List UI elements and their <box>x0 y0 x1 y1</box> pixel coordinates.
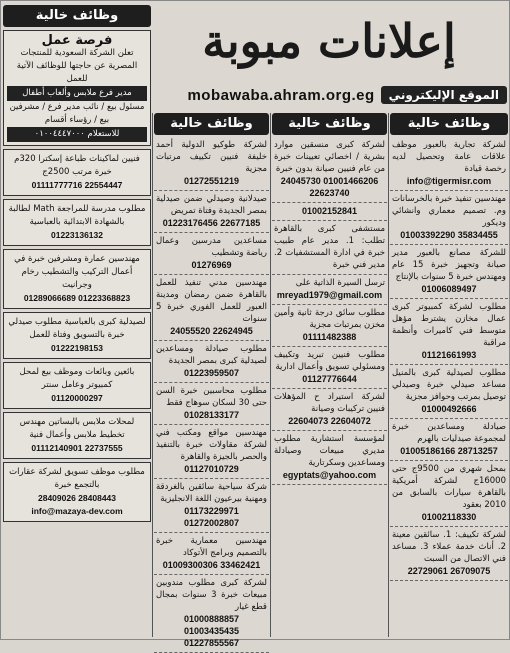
ad-clothing-text: لمحلات ملابس بالبساتين مهندس تخطيط ملابس وأعمال فنية <box>19 417 135 440</box>
classified-ad-text: ترسل السيرة الذاتية على <box>295 278 385 288</box>
classified-ad <box>272 347 387 389</box>
classified-ad-contact: 01272551219 <box>183 176 240 186</box>
ad-pharmacy-phone: 01222198153 <box>50 343 103 353</box>
classified-ad-text: صيادلة ومساعدين خبرة لمجموعة صيدليات بالهرم <box>392 422 506 444</box>
classified-ad <box>154 191 269 233</box>
classified-ad <box>154 479 269 533</box>
ad-printing <box>3 149 151 196</box>
classified-ad <box>272 275 387 305</box>
classified-ad-text: مهندسين معمارية خبرة بالتصميم وبرامج الأتوكاد <box>156 536 267 558</box>
site-row <box>151 83 507 107</box>
classified-ad-text: شركة سياحية سائقين بالغردقة ومهنية بيرعيون اللغة الانجليزية <box>156 482 267 504</box>
classified-ad <box>154 275 269 341</box>
col3-heading: وظائف خالية <box>272 113 387 135</box>
classified-ad <box>154 233 269 275</box>
classified-ad-text: مطلوب لصيدلية كبرى بالمنيل مساعد صيدلي خبرة وصيدلي توصيل بمرتب وحوافز مجزية <box>392 368 506 402</box>
ad-printing-phone: 01111777716 22554447 <box>31 180 123 190</box>
classified-ad-contact: 24055520 22624945 <box>170 326 253 336</box>
ad-teacher <box>3 199 151 246</box>
classified-ad <box>154 137 269 191</box>
classified-ad-text: لشركة كبرى مطلوب مندوبين مبيعات خبرة 3 سنوات بمجال قطع غيار <box>156 578 267 612</box>
ad-realestate-phone: 28409026 28408443 <box>38 493 116 503</box>
column-2 <box>154 113 269 648</box>
classified-ad <box>390 191 508 245</box>
opportunity-text: تعلن الشركة السعودية للمنتجات المصرية عن حاجتها للوظائف الآتية للعمل <box>16 48 138 84</box>
ad-teacher-phone: 01223136132 <box>50 230 103 240</box>
column-3 <box>272 113 387 637</box>
ad-engineers-text: مهندسين عمارة ومشرفين خبرة في أعمال التركيب والتشطيب رخام وجرانيت <box>14 254 140 290</box>
classified-ad <box>390 419 508 461</box>
classified-ad-contact: 24045730 01001466206 22623740 <box>280 176 379 198</box>
classified-ad-text: لشركة تجارية بالعبور موظف علاقات عامة وتحصيل لديه رخصة قيادة <box>392 140 506 174</box>
classified-ad <box>154 383 269 425</box>
classified-ad-text: مهندسين مواقع ومكتب فني لشركة مقاولات خبرة بالتنفيذ والحصر بالجيزة والقاهرة <box>156 428 267 462</box>
ad-pharmacy-text: لصيدلية كبرى بالعباسية مطلوب صيدلي خبرة بالتسويق وفتاة للعمل <box>8 317 146 340</box>
left-column <box>3 5 151 639</box>
classified-ad <box>272 305 387 347</box>
classified-ad-text: لشركة تكييف: 1. سائقين معينة 2. أناث خدمة عملاء 3. مساعد فني الاتصال من السبت <box>392 530 506 564</box>
classified-ad-contact: mreyad1979@gmail.com <box>276 290 383 300</box>
classified-ad-contact: 01276969 <box>191 260 232 270</box>
classified-ad-contact: 01173229971 01272002807 <box>183 506 240 528</box>
ad-sellers <box>3 362 151 409</box>
classified-ad-contact: 01002152841 <box>301 206 358 216</box>
classified-ad-contact: 22604073 22604072 <box>288 416 371 426</box>
col2-list <box>154 137 269 653</box>
ad-clothing <box>3 412 151 459</box>
ad-clothing-phone: 01112140901 22737555 <box>31 443 123 453</box>
ad-realestate <box>3 462 151 522</box>
classified-ad-text: مهندسين تنفيذ خبرة بالخرسانات وم. تصميم معماري وانشائي وديكور <box>392 194 506 228</box>
classified-ad-text: مستشفى كبرى بالقاهرة تطلب: 1. مدير عام طبيب خبرة في ادارة المستشفيات 2. مدير فني خبرة <box>274 224 385 270</box>
classified-ad-contact: 01028133177 <box>183 410 240 420</box>
col4-heading: وظائف خالية <box>390 113 508 135</box>
classified-ad-text: لشركة طوكيو الدولية أحمد خليفة فنيين تكييف مرتبات مجزية <box>156 140 267 174</box>
classified-ad-contact: 01005186166 28713257 <box>400 446 498 456</box>
classified-ad-text: مطلوب فنيين تبريد وتكييف ومسئولي تسويق وأعمال ادارية <box>274 350 385 372</box>
classified-ad-contact: 01006089497 <box>421 284 477 294</box>
ad-realestate-email[interactable]: info@mazaya-dev.com <box>31 506 123 516</box>
opportunity-roles: مسئول بيع / نائب مدير فرع / مشرفين بيع / رؤساء أقسام <box>9 102 145 125</box>
classified-ad-text: مطلوب محاسبين خبرة السن حتى 30 لسكان سوهاج فقط <box>156 386 267 408</box>
classified-ad <box>154 575 269 653</box>
ad-sellers-phone: 01120000297 <box>51 393 103 403</box>
column-divider <box>152 113 153 637</box>
ad-engineers-phone: 01289066689 01223368823 <box>23 293 131 303</box>
classified-ad-contact: 22729061 26709075 <box>407 566 491 576</box>
ad-sellers-text: بائعين وبائعات وموظف بيع لمحل كمبيوتر وعامل سنتر <box>19 367 135 390</box>
classified-ad <box>272 431 387 485</box>
classified-ad <box>154 533 269 575</box>
classified-ad <box>272 221 387 275</box>
classified-ad-contact: egyptats@yahoo.com <box>282 470 377 480</box>
classified-ad-text: مهندسين مدني تنفيذ للعمل بالقاهرة ضمن رمضان ومدينة العبور للعمل الفوري خبرة 5 سنوات <box>156 278 267 324</box>
ad-engineers <box>3 249 151 309</box>
classified-ad <box>390 137 508 191</box>
classified-ad-contact: 01000888857 01003435435 01227855567 <box>183 614 240 648</box>
ad-printing-text: فنيين لماكينات طباعة إسكترا 320م خبرة مرتب 2500ج <box>14 154 140 177</box>
col2-heading: وظائف خالية <box>154 113 269 135</box>
classified-ad-text: مطلوب لشركة كمبيوتر كبرى عمال مخازن يشترط مؤهل متوسط فني كاميرات وأنظمة مراقبة <box>392 302 506 348</box>
classified-ad-contact: 01000492666 <box>421 404 477 414</box>
classified-ad-text: صيدلانية وصيدلي ضمن صيدلية بمصر الجديدة وفتاة تمريض <box>156 194 267 216</box>
classified-ad-contact: 01223959507 <box>183 368 240 378</box>
classified-ad-text: لشركة كبرى منسقين موارد بشرية / اخصائي تعيينات خبرة من عام فنيين صيانة بدون خبرة <box>274 140 385 174</box>
ad-teacher-text: مطلوب مدرسة للمراجعة Math لطالبة بالشهادة الابتدائية بالعباسية <box>8 204 146 227</box>
col4-list <box>390 137 508 581</box>
classified-ad-text: للشركة مصانع بالعبور مدير صيانة وتجهيز خبرة 15 عام ومهندس خبرة 5 سنوات بالإنتاج <box>392 248 506 282</box>
classified-ad <box>390 299 508 365</box>
classified-ad <box>390 527 508 581</box>
classified-ad-text: بمحل شهري من 9500ج حتى 16000ج لشركة أمريكية بالقاهرة سيارات بالسابق من 2010 بعقود <box>392 464 507 510</box>
opportunity-title: فرصة عمل <box>41 33 113 48</box>
col3-list <box>272 137 387 485</box>
classified-ad <box>390 245 508 299</box>
classified-ad-text: لشركة استيراد ح المؤهلات فنيين تركيبات وصيانة <box>274 392 385 414</box>
classified-ad <box>154 425 269 479</box>
classified-ad-contact: 01002118330 <box>421 512 477 522</box>
opportunity-box <box>3 30 151 146</box>
opportunity-branch: مدير فرع ملابس وألعاب أطفال <box>7 86 147 101</box>
classified-ad-contact: 01003392290 35834455 <box>400 230 498 240</box>
classified-ad <box>272 203 387 221</box>
ad-pharmacy <box>3 312 151 359</box>
classified-ad-text: مساعدين مدرسين وعمال رياضة وتشطيب <box>156 236 267 258</box>
classified-ad-contact: 01111482388 <box>302 332 357 342</box>
classified-ad-contact: 01121661993 <box>421 350 477 360</box>
column-4 <box>390 113 508 637</box>
classified-ad <box>390 461 508 527</box>
classified-ad <box>272 389 387 431</box>
masthead-title: إعلانات مبوبة <box>202 14 456 68</box>
column-divider <box>388 113 389 637</box>
left-section-heading: وظائف خالية <box>3 5 151 27</box>
site-url-link[interactable]: mobawaba.ahram.org.eg <box>187 86 375 104</box>
classified-ad-text: مطلوب سائق درجة ثانية وأمين مخزن بمرتبات مجزية <box>274 308 385 330</box>
column-divider <box>270 113 271 637</box>
classified-ad-text: لمؤسسة استشارية مطلوب مديري مبيعات وصيادلة ومساعدين وسكرتارية <box>274 434 385 468</box>
site-label: الموقع الإليكتروني <box>381 86 507 104</box>
classified-ad <box>154 341 269 383</box>
classified-ad-contact: info@tigermisr.com <box>406 176 492 186</box>
ad-realestate-text: مطلوب موظف تسويق لشركة عقارات بالتجمع خبرة <box>9 467 145 490</box>
page-header <box>151 5 507 107</box>
classified-ad-contact: 01009300306 33462421 <box>162 560 261 570</box>
opportunity-phone: للاستعلام ٠١٠٠٤٤٤٧٠٠٠ <box>7 127 147 142</box>
classified-ad-contact: 01127010729 <box>184 464 239 474</box>
classified-ad <box>390 365 508 419</box>
classified-ad-text: مطلوب صيادلة ومساعدين لصيدلية كبرى بمصر الجديدة <box>156 344 267 366</box>
classified-ad <box>272 137 387 203</box>
classified-ad-contact: 01223176456 22677185 <box>162 218 261 228</box>
classified-ad-contact: 01127776644 <box>302 374 357 384</box>
